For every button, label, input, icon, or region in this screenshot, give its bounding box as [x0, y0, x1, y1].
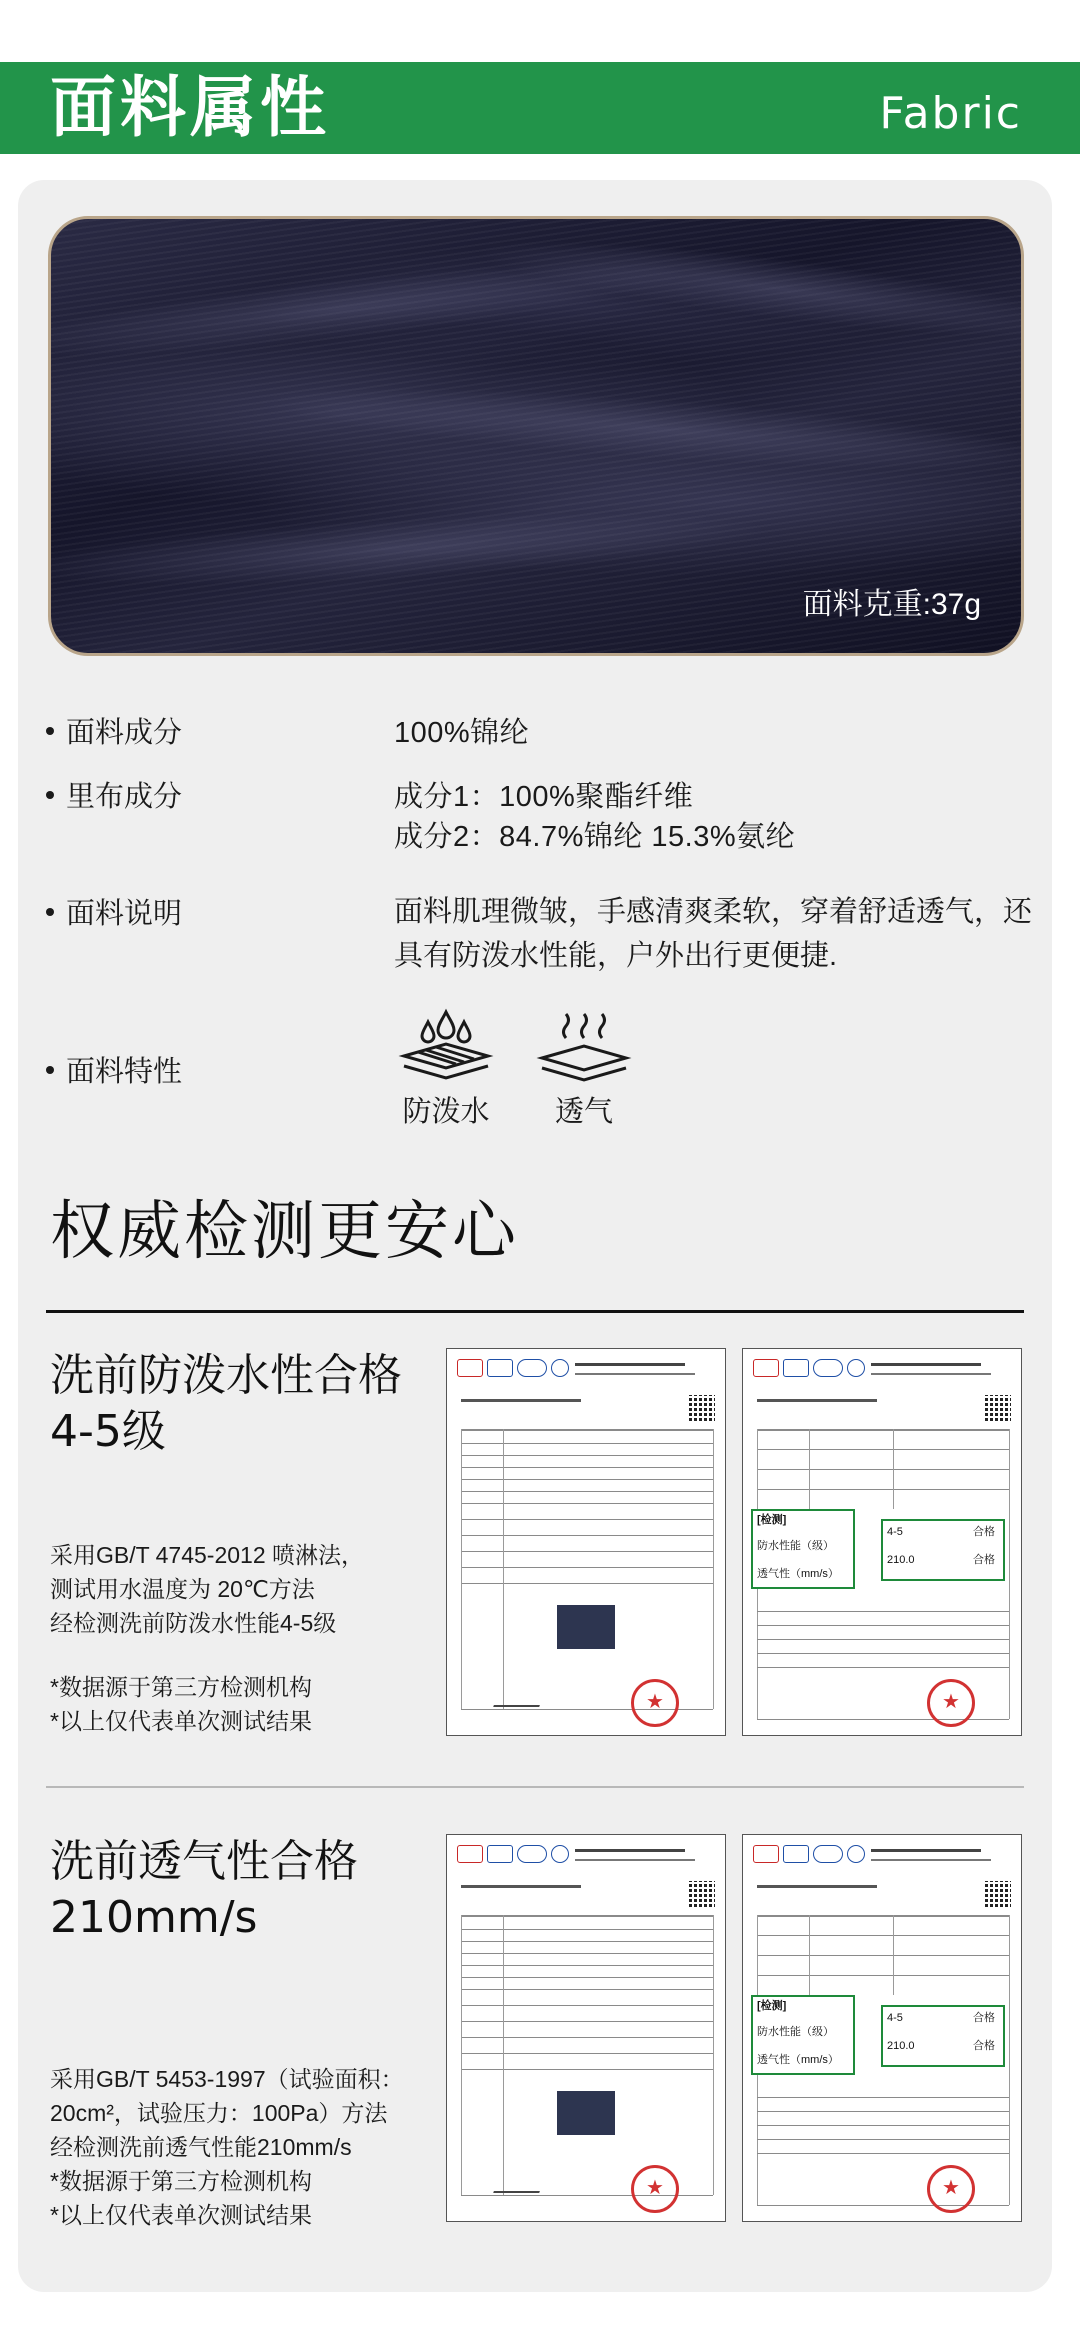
- property-label-fabric-features: 面料特性: [46, 1052, 182, 1092]
- qr-code-icon: [985, 1881, 1011, 1907]
- results-row2-label: 透气性（mm/s）: [757, 1568, 839, 1580]
- section-divider: [46, 1310, 1024, 1313]
- test2-body-line: 20cm²，试验压力：100Pa）方法: [50, 2100, 388, 2126]
- cnas-logo-icon: [517, 1845, 547, 1863]
- test-report-image: [742, 1834, 1022, 2222]
- results-header: [检测]: [757, 1514, 787, 1526]
- test2-notes: [50, 2164, 450, 2232]
- ilac-logo-icon: [783, 1359, 809, 1377]
- results-header: [检测]: [757, 2000, 787, 2012]
- feature-breathable: [532, 1008, 636, 1132]
- test2-title-line2: 210mm/s: [50, 1892, 258, 1943]
- test-results-table: [751, 1509, 1011, 1591]
- results-row1-label: 防水性能（级）: [757, 2026, 834, 2038]
- test1-notes: [50, 1670, 450, 1738]
- official-seal-icon: [927, 2165, 975, 2213]
- test2-note-line: *数据源于第三方检测机构: [50, 2168, 312, 2194]
- report-header: [457, 1845, 717, 1871]
- test2-note-line: *以上仅代表单次测试结果: [50, 2202, 312, 2228]
- results-row2-label: 透气性（mm/s）: [757, 2054, 839, 2066]
- property-value-lining-line1: 成分1：100%聚酯纤维: [394, 781, 694, 813]
- results-row1-value: 4-5: [887, 2012, 903, 2024]
- cma-logo-icon: [753, 1845, 779, 1863]
- official-seal-icon: [631, 1679, 679, 1727]
- qr-code-icon: [689, 1881, 715, 1907]
- header-banner: [0, 62, 1080, 154]
- test1-note-line: *以上仅代表单次测试结果: [50, 1708, 312, 1734]
- results-row1-value: 4-5: [887, 1526, 903, 1538]
- test2-body-line: 采用GB/T 5453-1997（试验面积：: [50, 2066, 404, 2092]
- test-divider: [46, 1786, 1024, 1788]
- water-repellent-icon: [398, 1008, 494, 1086]
- feature-label-water-repellent: 防泼水: [402, 1096, 490, 1128]
- signature-mark: [493, 1697, 543, 1707]
- bullet-dot: [46, 791, 54, 799]
- test-results-table: [751, 1995, 1011, 2077]
- cnas-logo-icon: [813, 1845, 843, 1863]
- iac-logo-icon: [847, 1845, 865, 1863]
- iac-logo-icon: [847, 1359, 865, 1377]
- results-row2-value: 210.0: [887, 2040, 915, 2052]
- cnas-logo-icon: [517, 1359, 547, 1377]
- cnas-logo-icon: [813, 1359, 843, 1377]
- bullet-dot: [46, 908, 54, 916]
- test1-note-line: *数据源于第三方检测机构: [50, 1674, 312, 1700]
- fabric-weight-label: 面料克重:37g: [802, 588, 981, 621]
- feature-water-repellent: [394, 1008, 498, 1132]
- cma-logo-icon: [457, 1359, 483, 1377]
- report-header: [753, 1845, 1013, 1871]
- test2-body-line: 经检测洗前透气性能210mm/s: [50, 2134, 352, 2160]
- qr-code-icon: [985, 1395, 1011, 1421]
- test-report-image: [446, 1348, 726, 1736]
- property-value-lining-line2: 成分2：84.7%锦纶 15.3%氨纶: [394, 821, 796, 853]
- test1-body-line: 采用GB/T 4745-2012 喷淋法，: [50, 1542, 365, 1568]
- cma-logo-icon: [457, 1845, 483, 1863]
- results-row1-verdict: 合格: [973, 1526, 995, 1538]
- ilac-logo-icon: [783, 1845, 809, 1863]
- cma-logo-icon: [753, 1359, 779, 1377]
- results-row2-verdict: 合格: [973, 1554, 995, 1566]
- bullet-dot: [46, 727, 54, 735]
- fabric-sample-swatch: [557, 1605, 615, 1649]
- test2-body: [50, 2062, 450, 2164]
- property-label-fabric-description: 面料说明: [46, 894, 182, 934]
- results-row2-verdict: 合格: [973, 2040, 995, 2052]
- ilac-logo-icon: [487, 1845, 513, 1863]
- report-header: [753, 1359, 1013, 1385]
- banner-title: 面料属性: [50, 69, 330, 146]
- results-row1-label: 防水性能（级）: [757, 1540, 834, 1552]
- test2-title-line1: 洗前透气性合格: [50, 1836, 358, 1887]
- test1-title-line1: 洗前防泼水性合格: [50, 1350, 402, 1401]
- section-title: 权威检测更安心: [50, 1195, 519, 1269]
- test-report-image: [446, 1834, 726, 2222]
- test1-title-line2: 4-5级: [50, 1406, 166, 1457]
- banner-subtitle: Fabric: [879, 88, 1022, 139]
- ilac-logo-icon: [487, 1359, 513, 1377]
- test1-body: [50, 1538, 450, 1640]
- official-seal-icon: [927, 1679, 975, 1727]
- iac-logo-icon: [551, 1359, 569, 1377]
- fabric-photo: [48, 216, 1024, 656]
- report-header: [457, 1359, 717, 1385]
- fabric-card: [18, 180, 1052, 2292]
- qr-code-icon: [689, 1395, 715, 1421]
- test1-body-line: 经检测洗前防泼水性能4-5级: [50, 1610, 337, 1636]
- property-label-fabric-composition: 面料成分: [46, 713, 182, 753]
- property-value-fabric-composition: 100%锦纶: [394, 717, 530, 749]
- results-row2-value: 210.0: [887, 1554, 915, 1566]
- test-report-image: [742, 1348, 1022, 1736]
- property-label-lining-composition: 里布成分: [46, 777, 182, 817]
- iac-logo-icon: [551, 1845, 569, 1863]
- feature-label-breathable: 透气: [554, 1096, 613, 1128]
- official-seal-icon: [631, 2165, 679, 2213]
- fabric-sample-swatch: [557, 2091, 615, 2135]
- test1-body-line: 测试用水温度为 20℃方法: [50, 1576, 315, 1602]
- property-value-fabric-description: 面料肌理微皱，手感清爽柔软，穿着舒适透气，还具有防泼水性能，户外出行更便捷.: [394, 896, 1033, 972]
- breathable-icon: [536, 1008, 632, 1086]
- bullet-dot: [46, 1066, 54, 1074]
- signature-mark: [493, 2183, 543, 2193]
- results-row1-verdict: 合格: [973, 2012, 995, 2024]
